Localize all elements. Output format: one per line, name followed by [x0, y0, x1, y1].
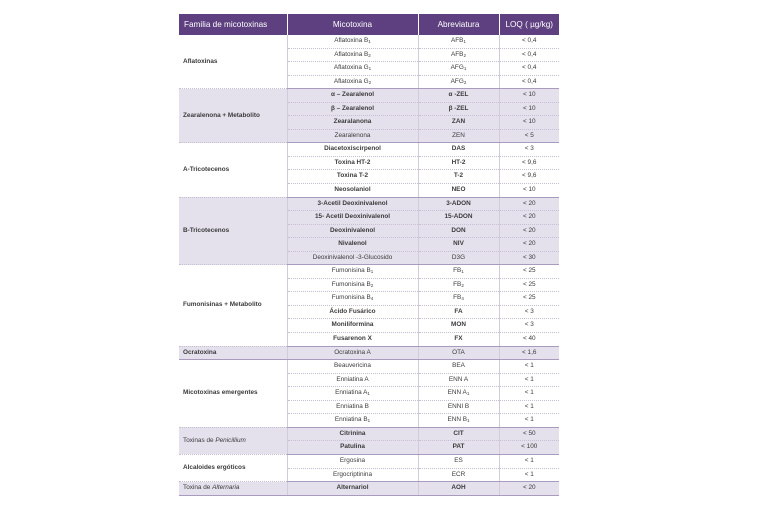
mycotoxin-cell: [287, 292, 418, 306]
mycotoxin-cell: [287, 454, 418, 468]
subscript: 2: [370, 282, 374, 288]
subscript: 2: [463, 52, 466, 58]
mycotoxin-cell: [287, 251, 418, 265]
mycotoxin-cell: [287, 224, 418, 238]
abbreviation-cell: [418, 116, 499, 130]
mycotoxin-cell: [287, 211, 418, 225]
family-label: Aflatoxinas: [183, 57, 218, 65]
abbreviation-cell: [418, 468, 499, 482]
loq-cell: < 50: [499, 427, 559, 441]
cell-text: β – Zearalenol: [331, 104, 374, 112]
cell-text: AFB: [451, 37, 464, 44]
cell-text: Diacetoxiscirpenol: [324, 145, 381, 153]
family-cell: [179, 427, 287, 454]
subscript: 1: [463, 39, 466, 44]
mycotoxin-cell: [287, 184, 418, 198]
abbreviation-cell: [418, 373, 499, 387]
mycotoxin-cell: [287, 102, 418, 116]
subscript: 4: [461, 296, 464, 302]
table-row: [179, 454, 559, 468]
mycotoxin-cell: [287, 387, 418, 401]
family-part: Alternaria: [212, 484, 240, 492]
abbreviation-cell: [418, 333, 499, 347]
abbreviation-cell: [418, 62, 499, 76]
mycotoxin-cell: [287, 468, 418, 482]
cell-text: T-2: [453, 172, 464, 180]
cell-text: FB: [453, 294, 462, 302]
mycotoxin-cell: [287, 346, 418, 360]
abbreviation-cell: [418, 184, 499, 198]
family-cell: [179, 89, 287, 143]
subscript: 1: [367, 418, 371, 424]
abbreviation-cell: [418, 224, 499, 238]
abbreviation-cell: [418, 427, 499, 441]
loq-cell: < 1: [499, 468, 559, 482]
cell-text: Enniatina B: [334, 416, 368, 424]
family-cell: [179, 143, 287, 197]
abbreviation-cell: [418, 346, 499, 360]
cell-text: 15- Acetil Deoxinivalenol: [314, 213, 391, 221]
abbreviation-cell: [418, 48, 499, 62]
family-cell: [179, 35, 287, 89]
loq-cell: < 3: [499, 319, 559, 333]
header-family: Familia de micotoxinas: [179, 14, 287, 35]
abbreviation-cell: [418, 35, 499, 48]
cell-text: Nivalenol: [338, 240, 367, 248]
subscript: 1: [367, 391, 370, 397]
mycotoxin-cell: [287, 265, 418, 279]
cell-text: ZAN: [451, 118, 466, 126]
subscript: 2: [368, 79, 372, 85]
table-row: [179, 360, 559, 374]
cell-text: Enniatina A: [336, 375, 369, 383]
mycotoxin-cell: [287, 278, 418, 292]
loq-cell: < 10: [499, 116, 559, 130]
abbreviation-cell: [418, 387, 499, 401]
family-cell: [179, 197, 287, 265]
cell-text: AOH: [451, 484, 466, 492]
subscript: 1: [467, 418, 470, 424]
loq-cell: < 1: [499, 400, 559, 414]
header-abbreviation: Abreviatura: [418, 14, 499, 35]
cell-text: Fumonisina B: [331, 280, 371, 288]
loq-cell: < 25: [499, 265, 559, 279]
abbreviation-cell: [418, 251, 499, 265]
loq-cell: < 9,6: [499, 170, 559, 184]
cell-text: Fumonisina B: [331, 267, 371, 275]
cell-text: Ocratoxina A: [334, 348, 371, 356]
cell-text: α -ZEL: [448, 91, 469, 99]
loq-cell: < 3: [499, 305, 559, 319]
family-label: Zearalenona + Metabolito: [183, 111, 260, 119]
loq-cell: < 0,4: [499, 35, 559, 48]
mycotoxin-cell: [287, 333, 418, 347]
table-row: [179, 265, 559, 279]
cell-text: Deoxinivalenol -3-Glucosido: [312, 253, 393, 261]
cell-text: FB: [453, 267, 462, 275]
cell-text: AFG: [450, 64, 464, 72]
cell-text: MON: [451, 321, 466, 329]
family-label: Alcaloides ergóticos: [183, 464, 246, 471]
family-label: Micotoxinas emergentes: [183, 389, 258, 397]
subscript: 1: [466, 391, 470, 397]
cell-text: Toxina HT-2: [334, 158, 371, 166]
mycotoxin-cell: [287, 170, 418, 184]
loq-cell: < 5: [499, 129, 559, 143]
cell-text: AFG: [450, 77, 464, 85]
abbreviation-cell: [418, 360, 499, 374]
cell-text: Enniatina B: [336, 402, 369, 410]
family-cell: [179, 360, 287, 428]
loq-cell: < 0,4: [499, 62, 559, 76]
cell-text: Enniatina A: [335, 389, 368, 397]
table-row: [179, 35, 559, 48]
loq-cell: < 9,6: [499, 156, 559, 170]
cell-text: ES: [454, 456, 463, 464]
cell-text: Aflatoxina G: [333, 77, 369, 85]
loq-cell: < 1: [499, 414, 559, 428]
cell-text: Patulina: [340, 443, 365, 451]
subscript: 2: [368, 52, 371, 58]
subscript: 1: [461, 269, 464, 275]
abbreviation-cell: [418, 305, 499, 319]
cell-text: Neosolaniol: [334, 186, 371, 194]
cell-text: BEA: [452, 362, 465, 370]
loq-cell: < 20: [499, 482, 559, 496]
cell-text: Fusarenon X: [333, 335, 372, 343]
family-label: A-Tricotecenos: [183, 165, 230, 173]
loq-cell: < 10: [499, 102, 559, 116]
abbreviation-cell: [418, 129, 499, 143]
mycotoxin-cell: [287, 197, 418, 211]
loq-cell: < 1,6: [499, 346, 559, 360]
cell-text: ECR: [451, 470, 466, 478]
abbreviation-cell: [418, 143, 499, 157]
loq-cell: < 20: [499, 197, 559, 211]
abbreviation-cell: [418, 454, 499, 468]
mycotoxin-cell: [287, 427, 418, 441]
table-row: [179, 197, 559, 211]
cell-text: Moniliformina: [331, 321, 374, 329]
cell-text: ENN A: [448, 375, 469, 383]
abbreviation-cell: [418, 197, 499, 211]
family-part: Penicillium: [215, 436, 246, 444]
mycotoxin-cell: [287, 75, 418, 89]
table-row: [179, 427, 559, 441]
family-cell: [179, 454, 287, 481]
abbreviation-cell: [418, 319, 499, 333]
cell-text: 15-ADON: [444, 213, 473, 221]
abbreviation-cell: [418, 400, 499, 414]
cell-text: OTA: [452, 348, 465, 356]
family-cell: [179, 482, 287, 496]
abbreviation-cell: [418, 75, 499, 89]
mycotoxin-cell: [287, 89, 418, 103]
cell-text: Ácido Fusárico: [329, 307, 376, 315]
mycotoxin-cell: [287, 441, 418, 455]
loq-cell: < 40: [499, 333, 559, 347]
cell-text: ZEN: [452, 131, 465, 139]
family-cell: [179, 265, 287, 346]
loq-cell: < 1: [499, 454, 559, 468]
loq-cell: < 100: [499, 441, 559, 455]
cell-text: α – Zearalenol: [331, 91, 374, 99]
cell-text: Beauvericina: [334, 362, 371, 370]
mycotoxin-cell: [287, 373, 418, 387]
cell-text: Alternariol: [336, 484, 369, 492]
mycotoxin-cell: [287, 48, 418, 62]
cell-text: DON: [451, 226, 466, 234]
family-label: B-Tricotecenos: [183, 226, 230, 234]
cell-text: NEO: [451, 186, 466, 194]
loq-cell: < 25: [499, 278, 559, 292]
subscript: 2: [461, 282, 464, 288]
abbreviation-cell: [418, 102, 499, 116]
subscript: 1: [368, 39, 371, 44]
loq-cell: < 1: [499, 360, 559, 374]
cell-text: AFB: [451, 50, 464, 58]
table-body: [179, 35, 559, 495]
cell-text: Citrinina: [339, 429, 366, 437]
table-row: [179, 89, 559, 103]
cell-text: NIV: [453, 240, 464, 248]
mycotoxin-cell: [287, 35, 418, 48]
abbreviation-cell: [418, 211, 499, 225]
table-row: [179, 143, 559, 157]
cell-text: Zearalanona: [333, 118, 372, 126]
mycotoxin-cell: [287, 238, 418, 252]
loq-cell: < 20: [499, 238, 559, 252]
cell-text: Ergosina: [339, 456, 366, 464]
mycotoxin-cell: [287, 319, 418, 333]
loq-cell: < 30: [499, 251, 559, 265]
header-mycotoxin: Micotoxina: [287, 14, 418, 35]
mycotoxin-cell: [287, 156, 418, 170]
mycotoxin-cell: [287, 62, 418, 76]
loq-cell: < 3: [499, 143, 559, 157]
loq-cell: < 10: [499, 184, 559, 198]
cell-text: FX: [454, 335, 463, 343]
cell-text: Aflatoxina B: [334, 50, 369, 58]
cell-text: Aflatoxina B: [334, 37, 369, 44]
mycotoxin-cell: [287, 414, 418, 428]
cell-text: ENN B: [447, 416, 467, 424]
abbreviation-cell: [418, 441, 499, 455]
mycotoxin-cell: [287, 129, 418, 143]
cell-text: FA: [454, 307, 463, 315]
loq-cell: < 0,4: [499, 48, 559, 62]
abbreviation-cell: [418, 265, 499, 279]
abbreviation-cell: [418, 170, 499, 184]
cell-text: Toxina T-2: [336, 172, 369, 180]
loq-cell: < 25: [499, 292, 559, 306]
mycotoxin-cell: [287, 305, 418, 319]
cell-text: PAT: [452, 443, 465, 451]
table-row: [179, 346, 559, 360]
abbreviation-cell: [418, 156, 499, 170]
family-part: Toxinas de: [183, 436, 216, 444]
family-part: Toxina de: [183, 484, 213, 492]
header-loq: LOQ ( µg/kg): [499, 14, 559, 35]
cell-text: Ergocriptinina: [332, 470, 373, 478]
family-label: Fumonisinas + Metabolito: [183, 301, 262, 309]
subscript: 4: [370, 296, 374, 302]
cell-text: DAS: [451, 145, 466, 153]
cell-text: 3-ADON: [446, 199, 471, 207]
cell-text: FB: [453, 280, 462, 288]
subscript: 2: [463, 79, 467, 85]
table-row: [179, 482, 559, 496]
abbreviation-cell: [418, 482, 499, 496]
loq-cell: < 1: [499, 373, 559, 387]
cell-text: CIT: [453, 429, 464, 437]
header-row: [179, 14, 559, 35]
mycotoxin-cell: [287, 116, 418, 130]
loq-cell: < 0,4: [499, 75, 559, 89]
abbreviation-cell: [418, 89, 499, 103]
loq-cell: < 20: [499, 211, 559, 225]
loq-cell: < 1: [499, 387, 559, 401]
cell-text: Fumonisina B: [331, 294, 371, 302]
cell-text: ENNI B: [447, 402, 470, 410]
cell-text: Aflatoxina G: [333, 64, 369, 72]
cell-text: 3-Acetil Deoxinivalenol: [317, 199, 388, 207]
cell-text: ENN A: [447, 389, 467, 397]
subscript: 1: [463, 66, 467, 72]
loq-cell: < 10: [499, 89, 559, 103]
abbreviation-cell: [418, 238, 499, 252]
abbreviation-cell: [418, 292, 499, 306]
abbreviation-cell: [418, 414, 499, 428]
mycotoxin-cell: [287, 482, 418, 496]
mycotoxin-table: [179, 14, 559, 496]
cell-text: Deoxinivalenol: [329, 226, 376, 234]
mycotoxin-cell: [287, 360, 418, 374]
mycotoxin-cell: [287, 143, 418, 157]
subscript: 1: [370, 269, 374, 275]
cell-text: Zearalenona: [334, 131, 371, 139]
subscript: 1: [368, 66, 372, 72]
loq-cell: < 20: [499, 224, 559, 238]
cell-text: D3G: [451, 253, 466, 261]
cell-text: HT-2: [451, 158, 466, 166]
cell-text: β -ZEL: [448, 104, 469, 112]
family-cell: [179, 346, 287, 360]
family-label: Ocratoxina: [183, 348, 217, 356]
abbreviation-cell: [418, 278, 499, 292]
mycotoxin-cell: [287, 400, 418, 414]
